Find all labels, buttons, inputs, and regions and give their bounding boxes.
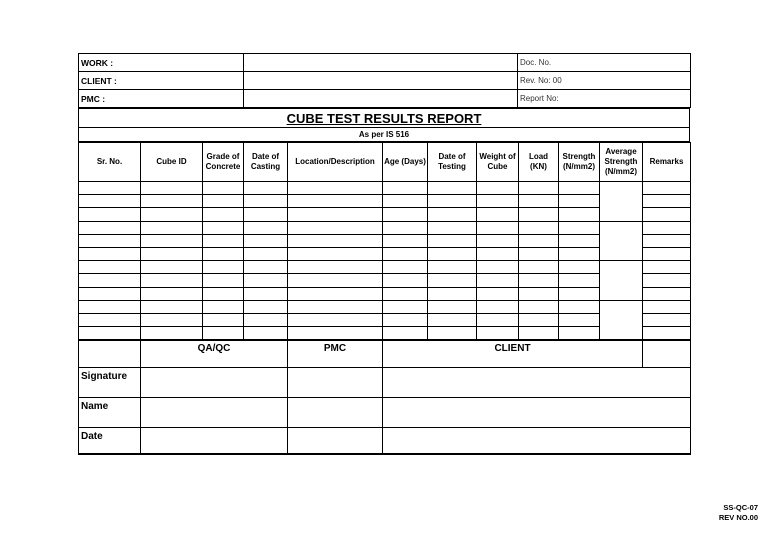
- table-cell[interactable]: [428, 313, 477, 326]
- table-cell[interactable]: [288, 274, 383, 287]
- report-sheet: [78, 53, 690, 455]
- pmc-heading: PMC: [288, 341, 383, 368]
- table-cell[interactable]: [643, 182, 691, 195]
- table-cell[interactable]: [141, 247, 203, 260]
- work-label: WORK :: [79, 54, 244, 72]
- qaqc-signature-cell[interactable]: [141, 368, 288, 398]
- table-cell[interactable]: [141, 195, 203, 208]
- table-cell[interactable]: [477, 208, 519, 221]
- rev-no-field[interactable]: Rev. No: 00: [518, 72, 691, 90]
- table-cell[interactable]: [477, 247, 519, 260]
- table-cell[interactable]: [428, 300, 477, 313]
- table-cell[interactable]: [244, 234, 288, 247]
- table-cell[interactable]: [559, 195, 600, 208]
- table-cell[interactable]: [244, 287, 288, 300]
- table-cell[interactable]: [203, 287, 244, 300]
- table-row: [79, 300, 691, 313]
- table-cell[interactable]: [559, 234, 600, 247]
- table-cell[interactable]: [519, 195, 559, 208]
- qaqc-heading: QA/QC: [141, 341, 288, 368]
- table-cell[interactable]: [203, 313, 244, 326]
- qaqc-name-cell[interactable]: [141, 398, 288, 428]
- table-cell[interactable]: [141, 313, 203, 326]
- table-cell[interactable]: [141, 287, 203, 300]
- table-row: [79, 221, 691, 234]
- table-cell[interactable]: [643, 221, 691, 234]
- table-cell[interactable]: [383, 234, 428, 247]
- table-cell[interactable]: [428, 234, 477, 247]
- document-code: [719, 503, 758, 523]
- table-cell[interactable]: [383, 247, 428, 260]
- table-cell[interactable]: [79, 287, 141, 300]
- table-cell[interactable]: [79, 182, 141, 195]
- table-cell[interactable]: [141, 234, 203, 247]
- table-cell[interactable]: [519, 208, 559, 221]
- table-cell[interactable]: [288, 327, 383, 340]
- table-cell[interactable]: [288, 261, 383, 274]
- col-remarks: Remarks: [643, 143, 691, 182]
- table-cell[interactable]: [559, 247, 600, 260]
- client-date-cell[interactable]: [383, 428, 691, 455]
- table-cell[interactable]: [383, 208, 428, 221]
- table-cell[interactable]: [477, 221, 519, 234]
- table-cell[interactable]: [519, 327, 559, 340]
- table-row: [79, 313, 691, 326]
- table-cell[interactable]: [383, 261, 428, 274]
- table-cell[interactable]: [383, 327, 428, 340]
- table-row: [79, 208, 691, 221]
- table-cell[interactable]: [288, 300, 383, 313]
- table-row: [79, 261, 691, 274]
- col-location: Location/Description: [288, 143, 383, 182]
- table-cell[interactable]: [288, 221, 383, 234]
- col-load: Load (KN): [519, 143, 559, 182]
- header-table: [78, 53, 691, 108]
- table-cell[interactable]: [288, 208, 383, 221]
- table-cell[interactable]: [519, 300, 559, 313]
- table-cell[interactable]: [519, 182, 559, 195]
- table-cell[interactable]: [244, 300, 288, 313]
- table-cell[interactable]: [428, 195, 477, 208]
- pmc-label: PMC :: [79, 90, 244, 108]
- table-cell[interactable]: [643, 300, 691, 313]
- table-cell[interactable]: [559, 313, 600, 326]
- table-cell[interactable]: [643, 195, 691, 208]
- pmc-name-cell[interactable]: [288, 398, 383, 428]
- table-cell[interactable]: [203, 221, 244, 234]
- table-row: [79, 234, 691, 247]
- col-age: Age (Days): [383, 143, 428, 182]
- table-row: [79, 287, 691, 300]
- table-cell[interactable]: [519, 221, 559, 234]
- table-cell[interactable]: [288, 182, 383, 195]
- table-cell[interactable]: [203, 327, 244, 340]
- table-cell[interactable]: [559, 327, 600, 340]
- table-cell[interactable]: [559, 208, 600, 221]
- table-cell[interactable]: [477, 327, 519, 340]
- table-row: [79, 247, 691, 260]
- report-subtitle: As per IS 516: [79, 128, 690, 142]
- table-cell[interactable]: [383, 313, 428, 326]
- table-cell[interactable]: [428, 182, 477, 195]
- col-weight: Weight of Cube: [477, 143, 519, 182]
- table-cell[interactable]: [288, 195, 383, 208]
- col-cube-id: Cube ID: [141, 143, 203, 182]
- table-cell[interactable]: [141, 274, 203, 287]
- table-cell[interactable]: [79, 195, 141, 208]
- avg-strength-cell[interactable]: [600, 182, 643, 222]
- signoff-extra: [643, 341, 691, 368]
- table-cell[interactable]: [244, 182, 288, 195]
- table-cell[interactable]: [203, 247, 244, 260]
- table-cell[interactable]: [559, 300, 600, 313]
- table-cell[interactable]: [519, 274, 559, 287]
- table-cell[interactable]: [383, 300, 428, 313]
- table-cell[interactable]: [244, 261, 288, 274]
- table-cell[interactable]: [244, 274, 288, 287]
- table-cell[interactable]: [79, 234, 141, 247]
- document-code-line2: REV NO.00: [718, 513, 758, 522]
- signature-label: Signature: [79, 368, 141, 398]
- table-cell[interactable]: [428, 327, 477, 340]
- table-cell[interactable]: [79, 313, 141, 326]
- avg-strength-cell[interactable]: [600, 300, 643, 340]
- report-no-field[interactable]: Report No:: [518, 90, 691, 108]
- table-cell[interactable]: [428, 287, 477, 300]
- table-cell[interactable]: [79, 327, 141, 340]
- table-cell[interactable]: [79, 208, 141, 221]
- table-cell[interactable]: [141, 300, 203, 313]
- signoff-table: [78, 340, 691, 455]
- subtitle-table: [78, 128, 690, 142]
- table-cell[interactable]: [477, 287, 519, 300]
- table-cell[interactable]: [288, 247, 383, 260]
- table-cell[interactable]: [428, 208, 477, 221]
- table-cell[interactable]: [643, 313, 691, 326]
- table-cell[interactable]: [79, 274, 141, 287]
- table-cell[interactable]: [428, 261, 477, 274]
- avg-strength-cell[interactable]: [600, 261, 643, 301]
- table-cell[interactable]: [519, 247, 559, 260]
- table-row: [79, 327, 691, 340]
- name-label: Name: [79, 398, 141, 428]
- avg-strength-cell[interactable]: [600, 221, 643, 261]
- table-cell[interactable]: [559, 287, 600, 300]
- table-cell[interactable]: [643, 208, 691, 221]
- table-row: [79, 195, 691, 208]
- table-cell[interactable]: [288, 234, 383, 247]
- table-cell[interactable]: [643, 274, 691, 287]
- table-cell[interactable]: [203, 261, 244, 274]
- table-cell[interactable]: [643, 234, 691, 247]
- table-row: [79, 182, 691, 195]
- table-cell[interactable]: [477, 313, 519, 326]
- table-cell[interactable]: [383, 182, 428, 195]
- table-cell[interactable]: [383, 195, 428, 208]
- table-cell[interactable]: [477, 274, 519, 287]
- col-sr-no: Sr. No.: [79, 143, 141, 182]
- client-field[interactable]: [244, 72, 518, 90]
- table-cell[interactable]: [141, 221, 203, 234]
- table-cell[interactable]: [643, 247, 691, 260]
- col-testing: Date of Testing: [428, 143, 477, 182]
- report-title: CUBE TEST RESULTS REPORT: [79, 109, 690, 128]
- table-cell[interactable]: [383, 274, 428, 287]
- table-cell[interactable]: [203, 274, 244, 287]
- table-cell[interactable]: [203, 300, 244, 313]
- table-cell[interactable]: [559, 221, 600, 234]
- date-label: Date: [79, 428, 141, 455]
- client-label: CLIENT :: [79, 72, 244, 90]
- table-cell[interactable]: [288, 287, 383, 300]
- table-cell[interactable]: [477, 234, 519, 247]
- table-row: [79, 274, 691, 287]
- col-avg-strength: Average Strength (N/mm2): [600, 143, 643, 182]
- table-cell[interactable]: [203, 195, 244, 208]
- document-code-line1: SS-QC-07: [723, 503, 758, 512]
- table-cell[interactable]: [428, 221, 477, 234]
- pmc-field[interactable]: [244, 90, 518, 108]
- table-cell[interactable]: [477, 182, 519, 195]
- table-cell[interactable]: [477, 300, 519, 313]
- doc-no-field[interactable]: Doc. No.: [518, 54, 691, 72]
- col-strength: Strength (N/mm2): [559, 143, 600, 182]
- table-cell[interactable]: [428, 247, 477, 260]
- table-cell[interactable]: [383, 221, 428, 234]
- table-cell[interactable]: [643, 327, 691, 340]
- table-cell[interactable]: [244, 195, 288, 208]
- table-cell[interactable]: [244, 313, 288, 326]
- title-table: [78, 108, 690, 128]
- table-cell[interactable]: [559, 182, 600, 195]
- table-cell[interactable]: [141, 182, 203, 195]
- table-cell[interactable]: [477, 195, 519, 208]
- results-table: [78, 142, 691, 340]
- table-cell[interactable]: [477, 261, 519, 274]
- table-cell[interactable]: [288, 313, 383, 326]
- table-cell[interactable]: [244, 327, 288, 340]
- work-field[interactable]: [244, 54, 518, 72]
- table-cell[interactable]: [244, 208, 288, 221]
- table-cell[interactable]: [203, 208, 244, 221]
- pmc-signature-cell[interactable]: [288, 368, 383, 398]
- table-cell[interactable]: [244, 221, 288, 234]
- table-cell[interactable]: [79, 261, 141, 274]
- table-cell[interactable]: [141, 261, 203, 274]
- signoff-corner: [79, 341, 141, 368]
- client-name-cell[interactable]: [383, 398, 691, 428]
- table-cell[interactable]: [383, 287, 428, 300]
- col-grade: Grade of Concrete: [203, 143, 244, 182]
- table-cell[interactable]: [79, 300, 141, 313]
- table-cell[interactable]: [519, 261, 559, 274]
- client-heading: CLIENT: [383, 341, 643, 368]
- col-casting: Date of Casting: [244, 143, 288, 182]
- client-signature-cell[interactable]: [383, 368, 691, 398]
- table-cell[interactable]: [141, 208, 203, 221]
- table-cell[interactable]: [203, 234, 244, 247]
- table-cell[interactable]: [559, 261, 600, 274]
- table-cell[interactable]: [643, 287, 691, 300]
- table-cell[interactable]: [141, 327, 203, 340]
- table-cell[interactable]: [244, 247, 288, 260]
- table-cell[interactable]: [203, 182, 244, 195]
- table-cell[interactable]: [428, 274, 477, 287]
- table-cell[interactable]: [559, 274, 600, 287]
- table-cell[interactable]: [519, 287, 559, 300]
- table-cell[interactable]: [79, 247, 141, 260]
- qaqc-date-cell[interactable]: [141, 428, 288, 455]
- pmc-date-cell[interactable]: [288, 428, 383, 455]
- table-cell[interactable]: [79, 221, 141, 234]
- table-cell[interactable]: [643, 261, 691, 274]
- table-cell[interactable]: [519, 313, 559, 326]
- table-cell[interactable]: [519, 234, 559, 247]
